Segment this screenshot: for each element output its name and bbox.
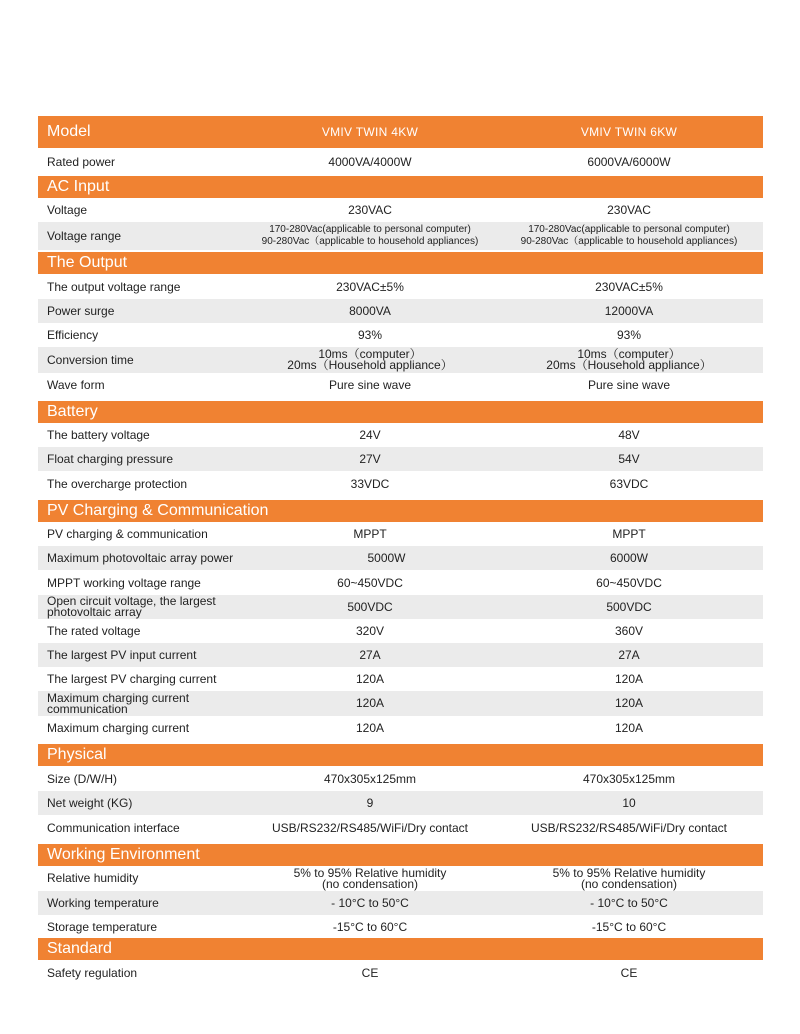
value-line: 20ms（Household appliance） (287, 358, 453, 372)
humidity-row (38, 866, 763, 891)
row-label: Wave form (47, 377, 105, 392)
row-value-4kw: 27A (359, 647, 381, 662)
section-title: AC Input (47, 178, 110, 195)
open-circuit-row (38, 595, 763, 619)
power-surge-row (38, 299, 763, 323)
storage-temp-row (38, 915, 763, 939)
section-title: Standard (47, 940, 112, 957)
row-value-4kw (245, 865, 495, 891)
row-label: Safety regulation (47, 965, 138, 980)
label-line: photovoltaic array (47, 605, 142, 619)
rated-voltage-row (38, 619, 763, 643)
row-value-4kw: 27V (359, 451, 381, 466)
efficiency-row (38, 323, 763, 347)
row-value-4kw: CE (361, 965, 379, 980)
row-value-6kw: 48V (618, 427, 640, 442)
row-value-6kw: USB/RS232/RS485/WiFi/Dry contact (530, 820, 728, 835)
row-value-4kw: 24V (359, 427, 381, 442)
row-label (38, 690, 245, 716)
model-header-row (38, 116, 763, 148)
row-value-4kw: 8000VA (349, 303, 391, 318)
row-value-6kw: 470x305x125mm (582, 771, 676, 786)
row-label: Rated power (47, 154, 116, 169)
row-label: The largest PV input current (47, 647, 197, 662)
section-title: The Output (47, 254, 128, 271)
output-voltage-range-row (38, 275, 763, 299)
section-ac-input (38, 176, 763, 198)
row-value-4kw: 9 (366, 795, 374, 810)
model-6kw: VMIV TWIN 6KW (580, 124, 678, 139)
value-line: 5% to 95% Relative humidity (293, 865, 447, 880)
model-4kw: VMIV TWIN 4KW (321, 124, 419, 139)
row-value-4kw: 93% (357, 327, 383, 342)
row-label: Relative humidity (47, 871, 139, 885)
row-value-6kw: 120A (614, 720, 644, 735)
row-value-4kw (245, 224, 495, 248)
row-label: The battery voltage (47, 427, 150, 442)
size-row (38, 767, 763, 791)
row-label: Working temperature (47, 895, 159, 910)
row-value-6kw: 6000VA/6000W (587, 154, 671, 169)
section-output (38, 252, 763, 274)
pv-comm-row (38, 522, 763, 546)
row-value-6kw: Pure sine wave (587, 377, 671, 392)
row-label: Net weight (KG) (47, 795, 133, 810)
row-value-6kw: 230VAC±5% (595, 279, 663, 294)
conversion-time-row (38, 347, 763, 373)
row-value-4kw: -15°C to 60°C (332, 919, 408, 934)
row-value-6kw (495, 224, 763, 248)
row-value-6kw (495, 349, 763, 371)
row-value-4kw: 470x305x125mm (323, 771, 417, 786)
pv-input-current-row (38, 643, 763, 667)
section-physical (38, 744, 763, 766)
value-line: (no condensation) (580, 876, 678, 891)
section-title: PV Charging & Communication (47, 502, 269, 519)
row-value-4kw: 230VAC±5% (336, 279, 404, 294)
battery-voltage-row (38, 423, 763, 447)
row-label: The rated voltage (47, 623, 141, 638)
row-value-6kw: -15°C to 60°C (591, 919, 667, 934)
overcharge-row (38, 472, 763, 496)
value-line: (no condensation) (321, 876, 419, 891)
section-environment (38, 844, 763, 866)
row-value-6kw: 360V (614, 623, 644, 638)
row-value-6kw: 93% (616, 327, 642, 342)
value-line: 90-280Vac（applicable to household appliances) (520, 236, 738, 247)
ac-voltage-range-row (38, 222, 763, 250)
row-value-6kw: 27A (618, 647, 640, 662)
row-value-4kw: 120A (355, 671, 385, 686)
row-label (38, 596, 245, 618)
value-line: 170-280Vac(applicable to personal computer) (528, 224, 730, 235)
row-value-6kw: 6000W (609, 550, 649, 565)
row-label: Size (D/W/H) (47, 771, 117, 786)
float-charging-row (38, 447, 763, 471)
wave-form-row (38, 373, 763, 397)
pv-max-power-row (38, 546, 763, 570)
pv-charging-current-row (38, 667, 763, 691)
row-label: The overcharge protection (47, 476, 188, 491)
value-line: 10ms（computer） (577, 347, 681, 361)
label-line: communication (47, 701, 128, 716)
row-value-6kw: 12000VA (604, 303, 654, 318)
section-standard (38, 938, 763, 960)
section-battery (38, 401, 763, 423)
row-value-4kw: MPPT (353, 526, 387, 541)
row-value-4kw: 120A (355, 696, 385, 710)
rated-power-row (38, 150, 763, 174)
max-charging-comm-row (38, 691, 763, 716)
row-label: MPPT working voltage range (47, 575, 201, 590)
row-value-6kw: 230VAC (607, 202, 651, 217)
row-value-4kw: 4000VA/4000W (328, 154, 412, 169)
interface-row (38, 816, 763, 840)
row-label: Conversion time (47, 352, 134, 367)
max-charging-row (38, 716, 763, 740)
row-value-6kw (495, 865, 763, 891)
row-label: PV charging & communication (47, 526, 208, 541)
row-value-4kw: 60~450VDC (337, 575, 403, 590)
section-pv (38, 500, 763, 522)
row-value-4kw: 120A (355, 720, 385, 735)
value-line: 5% to 95% Relative humidity (552, 865, 706, 880)
section-title: Battery (47, 403, 98, 420)
row-label: Voltage (47, 202, 88, 217)
row-value-6kw: 500VDC (606, 599, 652, 614)
row-value-4kw: 500VDC (347, 599, 393, 614)
weight-row (38, 791, 763, 815)
row-value-6kw: 10 (622, 795, 636, 810)
row-label: Communication interface (47, 820, 180, 835)
row-value-4kw: - 10°C to 50°C (331, 895, 409, 910)
model-label: Model (47, 123, 91, 140)
row-value-4kw (245, 349, 495, 371)
value-line: 10ms（computer） (318, 347, 422, 361)
row-value-4kw: 33VDC (350, 476, 390, 491)
value-line: 20ms（Household appliance） (546, 358, 712, 372)
row-value-6kw: 120A (614, 696, 644, 710)
row-value-6kw: 63VDC (609, 476, 649, 491)
row-value-6kw: 54V (618, 451, 640, 466)
row-value-4kw: 320V (355, 623, 385, 638)
row-value-6kw: - 10°C to 50°C (590, 895, 668, 910)
row-label: Maximum photovoltaic array power (47, 550, 234, 565)
value-line: 170-280Vac(applicable to personal computer) (269, 224, 471, 235)
row-label: Power surge (47, 303, 115, 318)
row-value-4kw: 230VAC (348, 202, 392, 217)
row-value-6kw: 60~450VDC (596, 575, 662, 590)
value-line: 90-280Vac（applicable to household appliances) (261, 236, 479, 247)
safety-row (38, 961, 763, 985)
label-line: Maximum charging current (47, 690, 190, 705)
section-title: Physical (47, 746, 107, 763)
ac-voltage-row (38, 198, 763, 222)
row-label: Storage temperature (47, 919, 158, 934)
row-value-4kw: 5000W (367, 550, 406, 565)
section-title: Working Environment (47, 846, 200, 863)
row-value-6kw: MPPT (612, 526, 646, 541)
row-value-6kw: CE (620, 965, 638, 980)
row-label: The largest PV charging current (47, 671, 217, 686)
row-label: Float charging pressure (47, 451, 174, 466)
row-value-4kw: USB/RS232/RS485/WiFi/Dry contact (271, 820, 469, 835)
row-label: The output voltage range (47, 279, 181, 294)
label-line: Open circuit voltage, the largest (47, 594, 216, 608)
working-temp-row (38, 891, 763, 915)
row-label: Voltage range (47, 228, 122, 243)
row-value-6kw: 120A (614, 671, 644, 686)
row-label: Maximum charging current (47, 720, 190, 735)
row-label: Efficiency (47, 327, 99, 342)
mppt-range-row (38, 571, 763, 595)
row-value-4kw: Pure sine wave (328, 377, 412, 392)
